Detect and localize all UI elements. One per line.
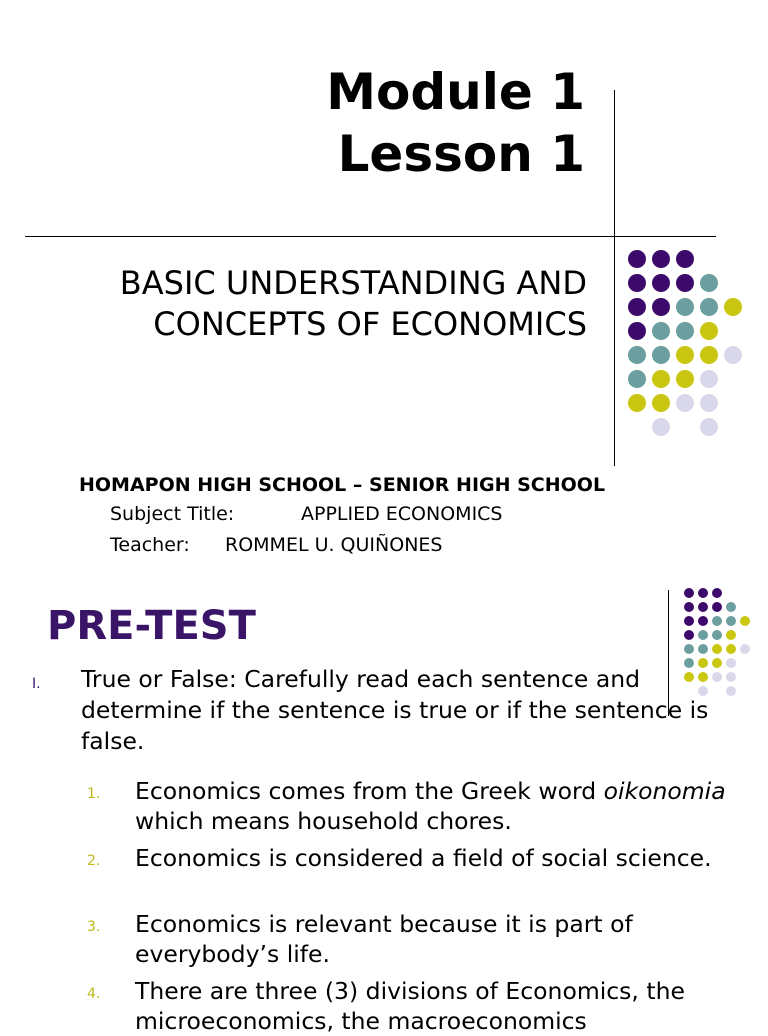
decorative-dot xyxy=(628,322,646,340)
decorative-dot xyxy=(676,346,694,364)
decorative-dot xyxy=(652,274,670,292)
decorative-dot xyxy=(698,630,708,640)
list-item-text: Economics comes from the Greek word oikonomia which means household chores. xyxy=(135,777,726,835)
decorative-dot xyxy=(652,370,670,388)
decorative-dot xyxy=(628,250,646,268)
subject-value: APPLIED ECONOMICS xyxy=(301,503,503,525)
list-item-text: Economics is considered a field of social science. xyxy=(135,844,712,872)
decorative-dot xyxy=(740,616,750,626)
school-name: HOMAPON HIGH SCHOOL – SENIOR HIGH SCHOOL xyxy=(79,474,606,496)
decorative-dot xyxy=(652,346,670,364)
decorative-dot xyxy=(676,394,694,412)
subtitle-line-1: BASIC UNDERSTANDING AND xyxy=(119,264,587,302)
decorative-dot xyxy=(726,630,736,640)
module-title: Module 1 xyxy=(326,63,585,121)
decorative-dot xyxy=(628,394,646,412)
list-item-number: 3. xyxy=(87,919,101,935)
subtitle-line-2: CONCEPTS OF ECONOMICS xyxy=(153,305,587,343)
decorative-dot xyxy=(726,672,736,682)
decorative-dot xyxy=(652,394,670,412)
decorative-dot xyxy=(684,630,694,640)
decorative-dot xyxy=(684,588,694,598)
decorative-dot xyxy=(700,418,718,436)
decorative-dot xyxy=(652,322,670,340)
decorative-dot xyxy=(698,588,708,598)
decorative-dot xyxy=(700,274,718,292)
decorative-dot xyxy=(726,616,736,626)
lesson-subtitle xyxy=(120,263,587,345)
decorative-dot xyxy=(684,602,694,612)
decorative-dot xyxy=(712,630,722,640)
decorative-dot xyxy=(652,418,670,436)
decorative-dot xyxy=(700,370,718,388)
instructions-text: True or False: Carefully read each sentence and determine if the sentence is true or if the sentence is false. xyxy=(81,665,709,755)
decorative-dot xyxy=(712,644,722,654)
decorative-dot xyxy=(712,616,722,626)
decorative-dot xyxy=(628,298,646,316)
decorative-dot xyxy=(698,602,708,612)
decorative-dot xyxy=(726,658,736,668)
decorative-dot xyxy=(652,298,670,316)
decorative-dot xyxy=(712,602,722,612)
pretest-slide xyxy=(0,580,768,1035)
decorative-dot xyxy=(700,346,718,364)
list-item-text: There are three (3) divisions of Economics, the microeconomics, the macroeconomics xyxy=(135,977,685,1035)
decorative-dot xyxy=(676,322,694,340)
teacher-label: Teacher: xyxy=(110,534,190,556)
decorative-dot xyxy=(676,370,694,388)
section-marker: I. xyxy=(32,676,41,692)
subject-label: Subject Title: xyxy=(110,503,235,525)
decorative-dot xyxy=(724,346,742,364)
vertical-divider xyxy=(614,90,615,466)
decorative-dot xyxy=(726,644,736,654)
teacher-value: ROMMEL U. QUIÑONES xyxy=(225,534,443,556)
decorative-dot xyxy=(698,616,708,626)
decorative-dot xyxy=(700,394,718,412)
list-item-number: 4. xyxy=(87,986,101,1002)
pretest-heading: PRE-TEST xyxy=(47,603,256,649)
decorative-dot xyxy=(740,644,750,654)
decorative-dot xyxy=(726,602,736,612)
decorative-dot xyxy=(698,644,708,654)
decorative-dot xyxy=(700,298,718,316)
decorative-dot xyxy=(652,250,670,268)
decorative-dot xyxy=(628,274,646,292)
decorative-dot xyxy=(676,298,694,316)
list-item-text: Economics is relevant because it is part of everybody’s life. xyxy=(135,910,633,968)
decorative-dot xyxy=(726,686,736,696)
decorative-dot xyxy=(628,370,646,388)
decorative-dot xyxy=(712,588,722,598)
decorative-dot xyxy=(628,346,646,364)
decorative-dot xyxy=(700,322,718,340)
horizontal-divider xyxy=(25,236,716,237)
lesson-title: Lesson 1 xyxy=(337,125,585,183)
decorative-dot xyxy=(676,274,694,292)
decorative-dot xyxy=(676,250,694,268)
list-item-number: 1. xyxy=(87,786,101,802)
decorative-dot xyxy=(724,298,742,316)
list-item-number: 2. xyxy=(87,853,101,869)
decorative-dot xyxy=(684,644,694,654)
decorative-dot xyxy=(684,616,694,626)
decorative-dot-grid xyxy=(628,250,748,440)
